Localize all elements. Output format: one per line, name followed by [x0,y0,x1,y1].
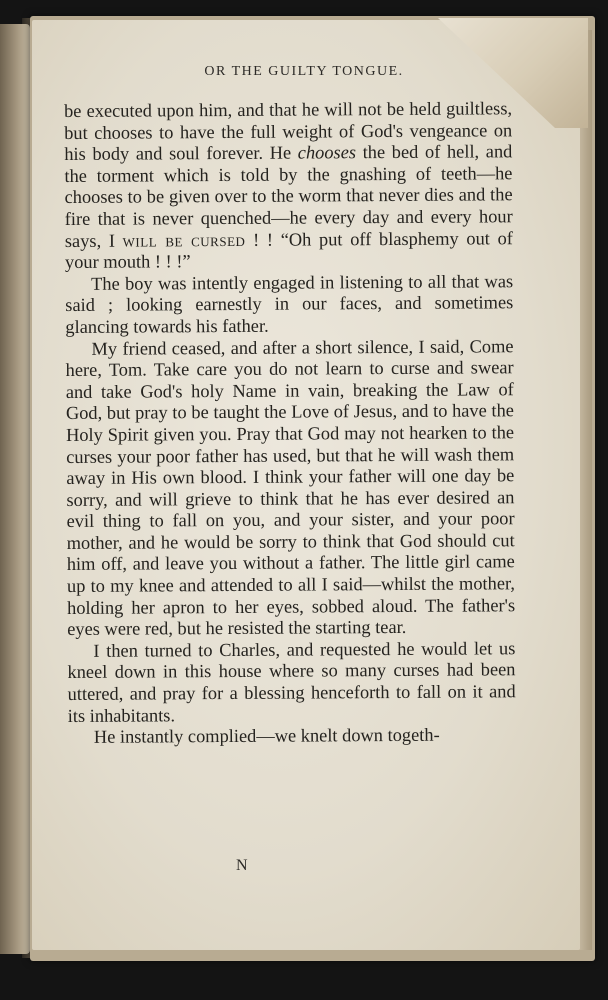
paragraph-4: I then turned to Charles, and requested he would let us kneel down in this house where so many curses had been uttered, and pray for a blessing henceforth to fall on it and its inhabitants. [67,638,516,726]
paragraph-3: My friend ceased, and after a short silence, I said, Come here, Tom. Take care you do not learn to curse and swear and take God's holy Name in vain, breaking the Law of God, but pray to be taught the Love of Jesus, and to have the Holy Spirit given you. Pray that God may not hearken to the curses your poor father has used, but that he will wash them away in His own blood. I think your father will one day be sorry, and will grieve to think that he has ever desired an evil thing to fall on you, and your sister, and your poor mother, and he would be sorry to think that God should cut him off, and leave you without a father. The little girl came up to my knee and attended to all I said—whilst the mother, holding her apron to her eyes, sobbed aloud. The father's eyes were red, but he resisted the starting tear. [65,335,516,640]
running-head: OR THE GUILTY TONGUE. [204,64,404,79]
signature-mark: N [236,857,248,874]
paragraph-5: He instantly complied—we knelt down togeth- [93,724,440,748]
paragraph-2: The boy was intently engaged in listening to all that was said ; looking earnestly in our faces, and sometimes glancing towards his father. [65,271,514,337]
body-text [64,98,516,749]
paragraph-1: be executed upon him, and that he will not be held guiltless, but chooses to have the full weight of God's vengeance on his body and soul forever. He chooses the bed of hell, and the torment which is told by the gnashing of teeth—he chooses to be given over to the worm that never dies and the fire that is never quenched—he every day and every hour says, I will be cursed ! ! “Oh put off blasphemy out of your mouth ! ! !” [64,98,513,273]
left-page-edge [0,24,30,954]
